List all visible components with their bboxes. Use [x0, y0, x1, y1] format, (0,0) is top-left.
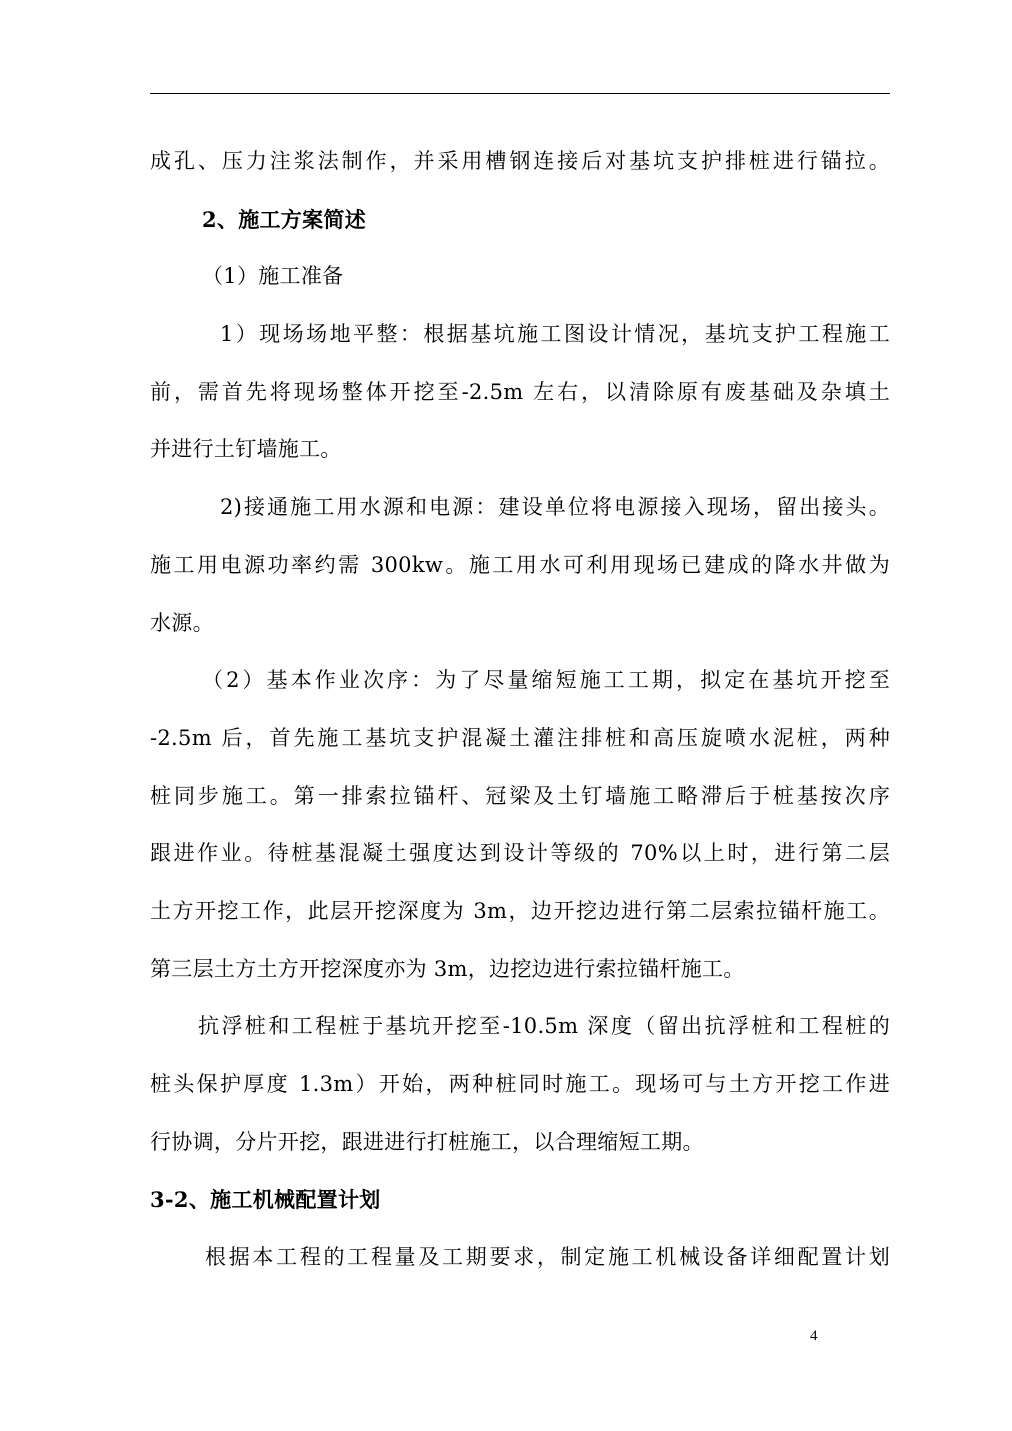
paragraph-line: 水源。 [150, 610, 214, 635]
paragraph-line: 第三层土方土方开挖深度亦为 3m，边挖边进行索拉锚杆施工。 [150, 956, 745, 981]
section-heading: 2、施工方案简述 [202, 206, 367, 232]
paragraph-line: 桩头保护厚度 1.3m）开始，两种桩同时施工。现场可与土方开挖工作进 [150, 1072, 890, 1096]
paragraph-line: 并进行土钉墙施工。 [150, 437, 342, 462]
subsection-heading: （1）施工准备 [202, 264, 344, 289]
paragraph-line: （2）基本作业次序：为了尽量缩短施工工期，拟定在基坑开挖至 [202, 668, 890, 693]
paragraph-line: 桩同步施工。第一排索拉锚杆、冠梁及土钉墙施工略滞后于桩基按次序 [150, 783, 890, 808]
paragraph-line: 2)接通施工用水源和电源：建设单位将电源接入现场，留出接头。 [220, 495, 890, 520]
section-heading: 3-2、施工机械配置计划 [150, 1187, 381, 1213]
paragraph-line: -2.5m 后，首先施工基坑支护混凝土灌注排桩和高压旋喷水泥桩，两种 [150, 725, 890, 750]
paragraph-line: 施工用电源功率约需 300kw。施工用水可利用现场已建成的降水井做为 [150, 552, 890, 577]
paragraph-line: 土方开挖工作，此层开挖深度为 3m，边开挖边进行第二层索拉锚杆施工。 [150, 898, 890, 923]
page-number: 4 [810, 1328, 818, 1344]
paragraph-line: 抗浮桩和工程桩于基坑开挖至-10.5m 深度（留出抗浮桩和工程桩的 [198, 1014, 890, 1039]
paragraph-line: 根据本工程的工程量及工期要求，制定施工机械设备详细配置计划 [205, 1245, 890, 1270]
document-body [150, 133, 890, 1287]
paragraph-line: 成孔、压力注浆法制作，并采用槽钢连接后对基坑支护排桩进行锚拉。 [150, 149, 890, 173]
paragraph-line: 跟进作业。待桩基混凝土强度达到设计等级的 70%以上时，进行第二层 [150, 841, 890, 866]
paragraph-line: 前，需首先将现场整体开挖至-2.5m 左右，以清除原有废基础及杂填土 [150, 379, 890, 404]
paragraph-line: 1）现场场地平整：根据基坑施工图设计情况，基坑支护工程施工 [220, 322, 890, 347]
header-rule [150, 93, 890, 94]
paragraph-line: 行协调，分片开挖，跟进进行打桩施工，以合理缩短工期。 [150, 1129, 704, 1154]
